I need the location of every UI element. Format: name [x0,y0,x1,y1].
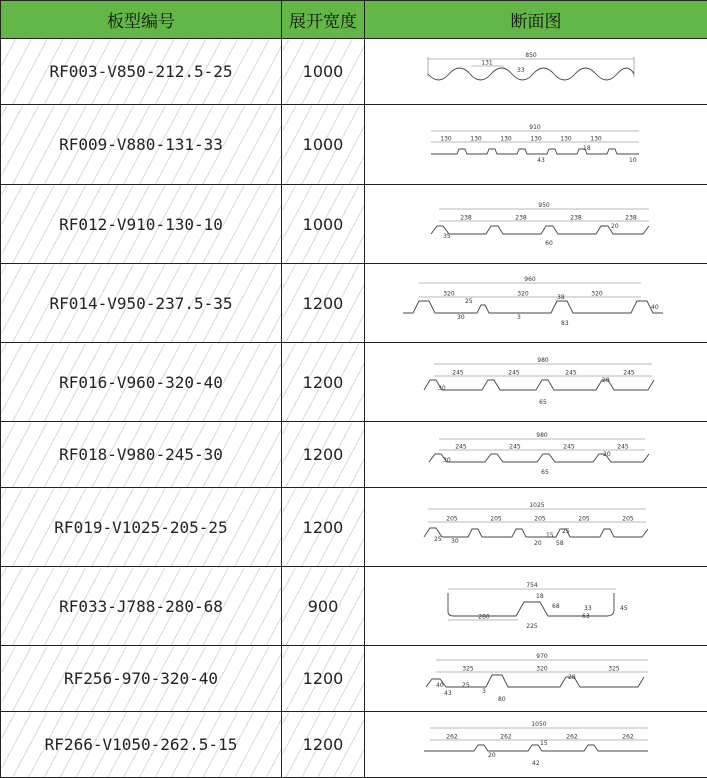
model-code: RF014-V950-237.5-35 [1,264,282,343]
dim-label: 245 [623,369,635,377]
dim-label: 205 [578,515,590,523]
dim-label: 28 [602,377,610,384]
dim-label: 205 [490,515,502,523]
dim-label: 980 [536,431,548,439]
dim-label: 320 [443,290,455,298]
dim-label: 40 [436,681,444,689]
unfolded-width: 1200 [282,343,365,422]
header-profile: 断面图 [365,1,707,39]
model-code: RF019-V1025-205-25 [1,488,282,567]
dim-label: 1050 [531,720,547,728]
profile-drawing [365,488,707,567]
dim-label: 238 [515,214,527,222]
dim-label: 80 [498,695,506,703]
dim-label: 320 [536,665,548,672]
table-row [1,264,707,343]
dim-label: 28 [568,673,576,681]
dim-label: 58 [556,540,564,547]
dim-label: 245 [617,443,629,450]
profile-drawing [365,185,707,264]
dim-label: 950 [538,202,550,209]
profile-diagram [416,501,656,553]
dim-label: 262 [566,733,578,740]
dim-label: 262 [622,733,634,740]
dim-label: 30 [443,456,451,464]
dim-label: 65 [539,399,547,406]
dim-label: 238 [570,214,582,222]
model-code: RF256-970-320-40 [1,646,282,712]
dim-label: 20 [603,450,611,458]
header-model: 板型编号 [1,1,282,39]
profile-diagram [421,432,651,478]
table-row [1,712,707,778]
dim-label: 35 [443,233,451,240]
model-code: RF012-V910-130-10 [1,185,282,264]
profile-drawing [365,422,707,488]
dim-label: 280 [478,613,490,621]
dim-label: 1025 [529,502,545,509]
profile-diagram [416,721,656,769]
model-code: RF016-V960-320-40 [1,343,282,422]
dim-label: 63 [582,613,590,620]
dim-label: 33 [517,66,525,74]
dim-label: 83 [561,320,569,327]
table-row [1,105,707,185]
dim-label: 18 [536,593,544,600]
dim-label: 30 [451,538,459,545]
dim-label: 130 [560,135,572,142]
dim-label: 25 [562,528,570,535]
profile-drawing [365,567,707,646]
profile-diagram [401,275,671,331]
profile-drawing [365,646,707,712]
dim-label: 245 [452,369,464,377]
dim-label: 262 [500,733,512,740]
dim-label: 30 [438,385,446,392]
dim-label: 130 [470,135,482,142]
table-row [1,39,707,105]
dim-label: 850 [525,51,537,59]
dim-label: 245 [565,369,577,377]
dim-label: 245 [455,443,467,450]
dim-label: 205 [622,515,634,523]
dim-label: 205 [446,515,458,523]
dim-label: 25 [462,681,470,689]
unfolded-width: 1000 [282,105,365,185]
profile-diagram [421,52,651,92]
dim-label: 325 [462,665,474,672]
dim-label: 325 [608,665,620,672]
table-row [1,567,707,646]
dim-label: 25 [434,536,442,543]
profile-drawing [365,712,707,778]
model-code: RF009-V880-131-33 [1,105,282,185]
dim-label: 245 [508,369,520,377]
dim-label: 754 [526,582,538,589]
dim-label: 25 [465,298,473,305]
dim-label: 20 [534,540,542,547]
dim-label: 18 [583,144,591,152]
dim-label: 225 [526,623,538,630]
table-row [1,343,707,422]
dim-label: 238 [625,214,637,222]
profile-drawing [365,343,707,422]
header-row [1,1,707,39]
table-row [1,185,707,264]
dim-label: 43 [444,689,452,697]
profile-drawing [365,39,707,105]
model-code: RF033-J788-280-68 [1,567,282,646]
dim-label: 970 [536,652,548,660]
model-code: RF003-V850-212.5-25 [1,39,282,105]
dim-label: 15 [540,739,548,747]
dim-label: 238 [460,214,472,222]
profile-diagram [436,580,636,632]
unfolded-width: 1200 [282,712,365,778]
table-row [1,488,707,567]
dim-label: 245 [563,443,575,450]
dim-label: 15 [546,532,554,539]
dim-label: 30 [457,314,465,321]
profile-diagram [421,200,651,248]
dim-label: 65 [541,468,549,476]
dim-label: 245 [509,443,521,450]
dim-label: 33 [584,605,592,612]
model-code: RF266-V1050-262.5-15 [1,712,282,778]
model-code: RF018-V980-245-30 [1,422,282,488]
dim-label: 262 [446,733,458,740]
dim-label: 3 [517,314,521,321]
table-row [1,422,707,488]
dim-label: 320 [517,290,529,298]
profile-drawing [365,264,707,343]
profile-diagram [421,122,651,168]
dim-label: 205 [534,515,546,523]
dim-label: 38 [557,294,565,301]
dim-label: 130 [440,135,452,142]
unfolded-width: 1200 [282,488,365,567]
profile-drawing [365,105,707,185]
dim-label: 130 [500,135,512,142]
dim-label: 20 [488,751,496,759]
dim-label: 68 [552,603,560,610]
profile-diagram [416,653,656,705]
dim-label: 10 [629,156,637,164]
unfolded-width: 1200 [282,422,365,488]
dim-label: 130 [590,135,602,142]
dim-label: 20 [611,223,619,230]
dim-label: 320 [591,290,603,298]
unfolded-width: 1200 [282,264,365,343]
unfolded-width: 1000 [282,39,365,105]
profile-diagram [416,356,656,408]
unfolded-width: 1200 [282,646,365,712]
dim-label: 43 [537,156,545,164]
dim-label: 131 [481,59,493,66]
unfolded-width: 900 [282,567,365,646]
dim-label: 960 [524,276,536,283]
dim-label: 40 [651,304,659,311]
dim-label: 42 [532,759,540,767]
unfolded-width: 1000 [282,185,365,264]
dim-label: 130 [530,135,542,142]
dim-label: 3 [482,687,486,695]
table-row [1,646,707,712]
header-width: 展开宽度 [282,1,365,39]
dim-label: 45 [620,605,628,612]
dim-label: 910 [529,123,541,131]
dim-label: 980 [537,357,549,364]
dim-label: 60 [545,240,553,247]
